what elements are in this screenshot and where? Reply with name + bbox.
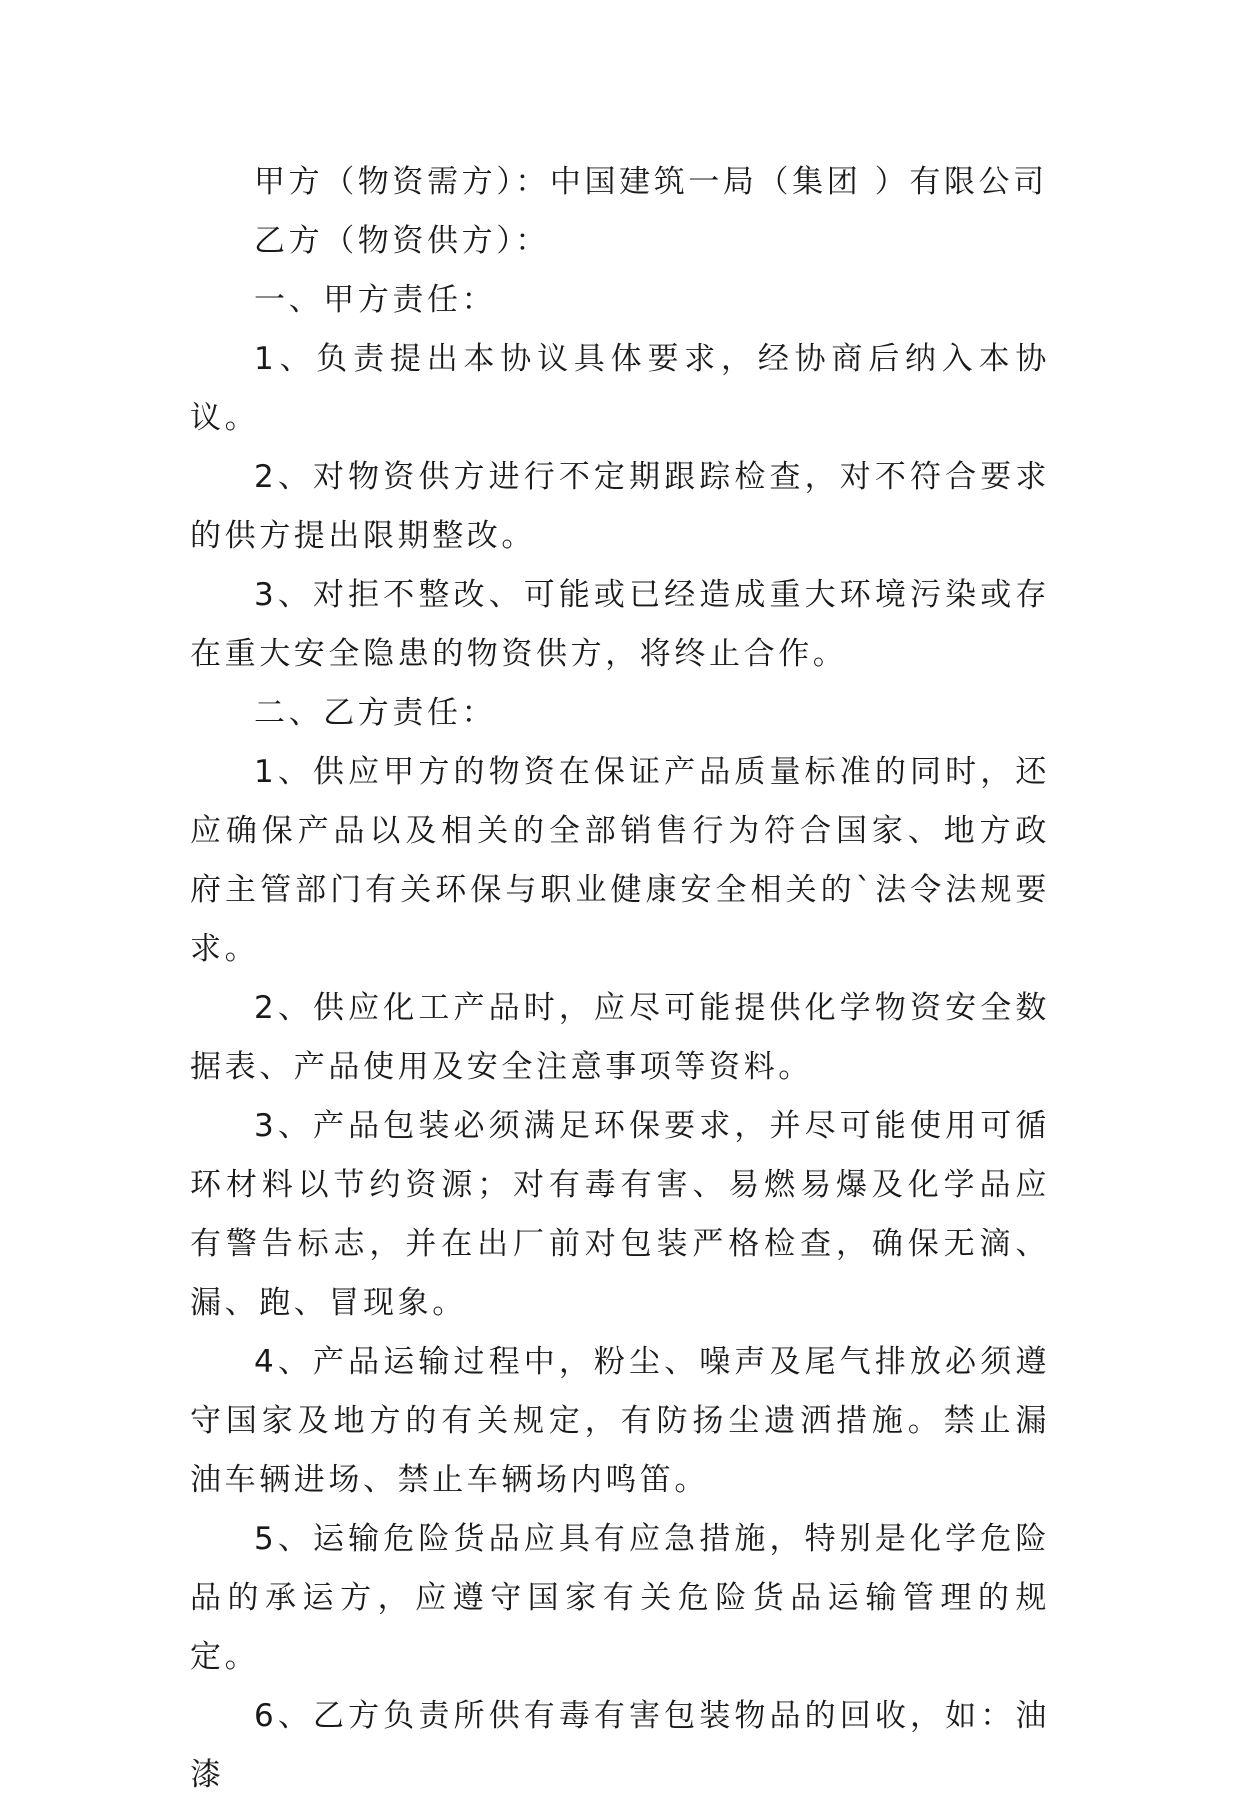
section-2-item: 6、乙方负责所供有毒有害包装物品的回收，如：油漆	[190, 1698, 1050, 1793]
party-a-line: 甲方（物资需方）：中国建筑一局（集团 ）有限公司	[254, 164, 1048, 200]
section-2-item: 5、运输危险货品应具有应急措施，特别是化学危险品的承运方，应遵守国家有关危险货品运输管理的规定。	[190, 1521, 1050, 1675]
section-1-item: 1、负责提出本协议具体要求，经协商后纳入本协议。	[190, 341, 1050, 436]
section-2-item: 4、产品运输过程中，粉尘、噪声及尾气排放必须遵守国家及地方的有关规定，有防扬尘遗洒措施。禁止漏油车辆进场、禁止车辆场内鸣笛。	[190, 1344, 1050, 1498]
section-1-title: 一、甲方责任：	[254, 282, 497, 318]
section-1-item: 2、对物资供方进行不定期跟踪检查，对不符合要求的供方提出限期整改。	[190, 459, 1050, 554]
section-2-item: 1、供应甲方的物资在保证产品质量标准的同时，还应确保产品以及相关的全部销售行为符合国家、地方政府主管部门有关环保与职业健康安全相关的`法令法规要求。	[190, 754, 1050, 967]
section-2-title: 二、乙方责任：	[254, 695, 497, 731]
section-2-item: 2、供应化工产品时，应尽可能提供化学物资安全数据表、产品使用及安全注意事项等资料。	[190, 990, 1050, 1085]
section-2-item: 3、产品包装必须满足环保要求，并尽可能使用可循环材料以节约资源；对有毒有害、易燃易爆及化学品应有警告标志，并在出厂前对包装严格检查，确保无滴、漏、跑、冒现象。	[190, 1108, 1050, 1321]
party-b-line: 乙方（物资供方）：	[254, 223, 550, 259]
section-1-item: 3、对拒不整改、可能或已经造成重大环境污染或存在重大安全隐患的物资供方，将终止合作。	[190, 577, 1050, 672]
document-body	[190, 153, 1050, 1805]
